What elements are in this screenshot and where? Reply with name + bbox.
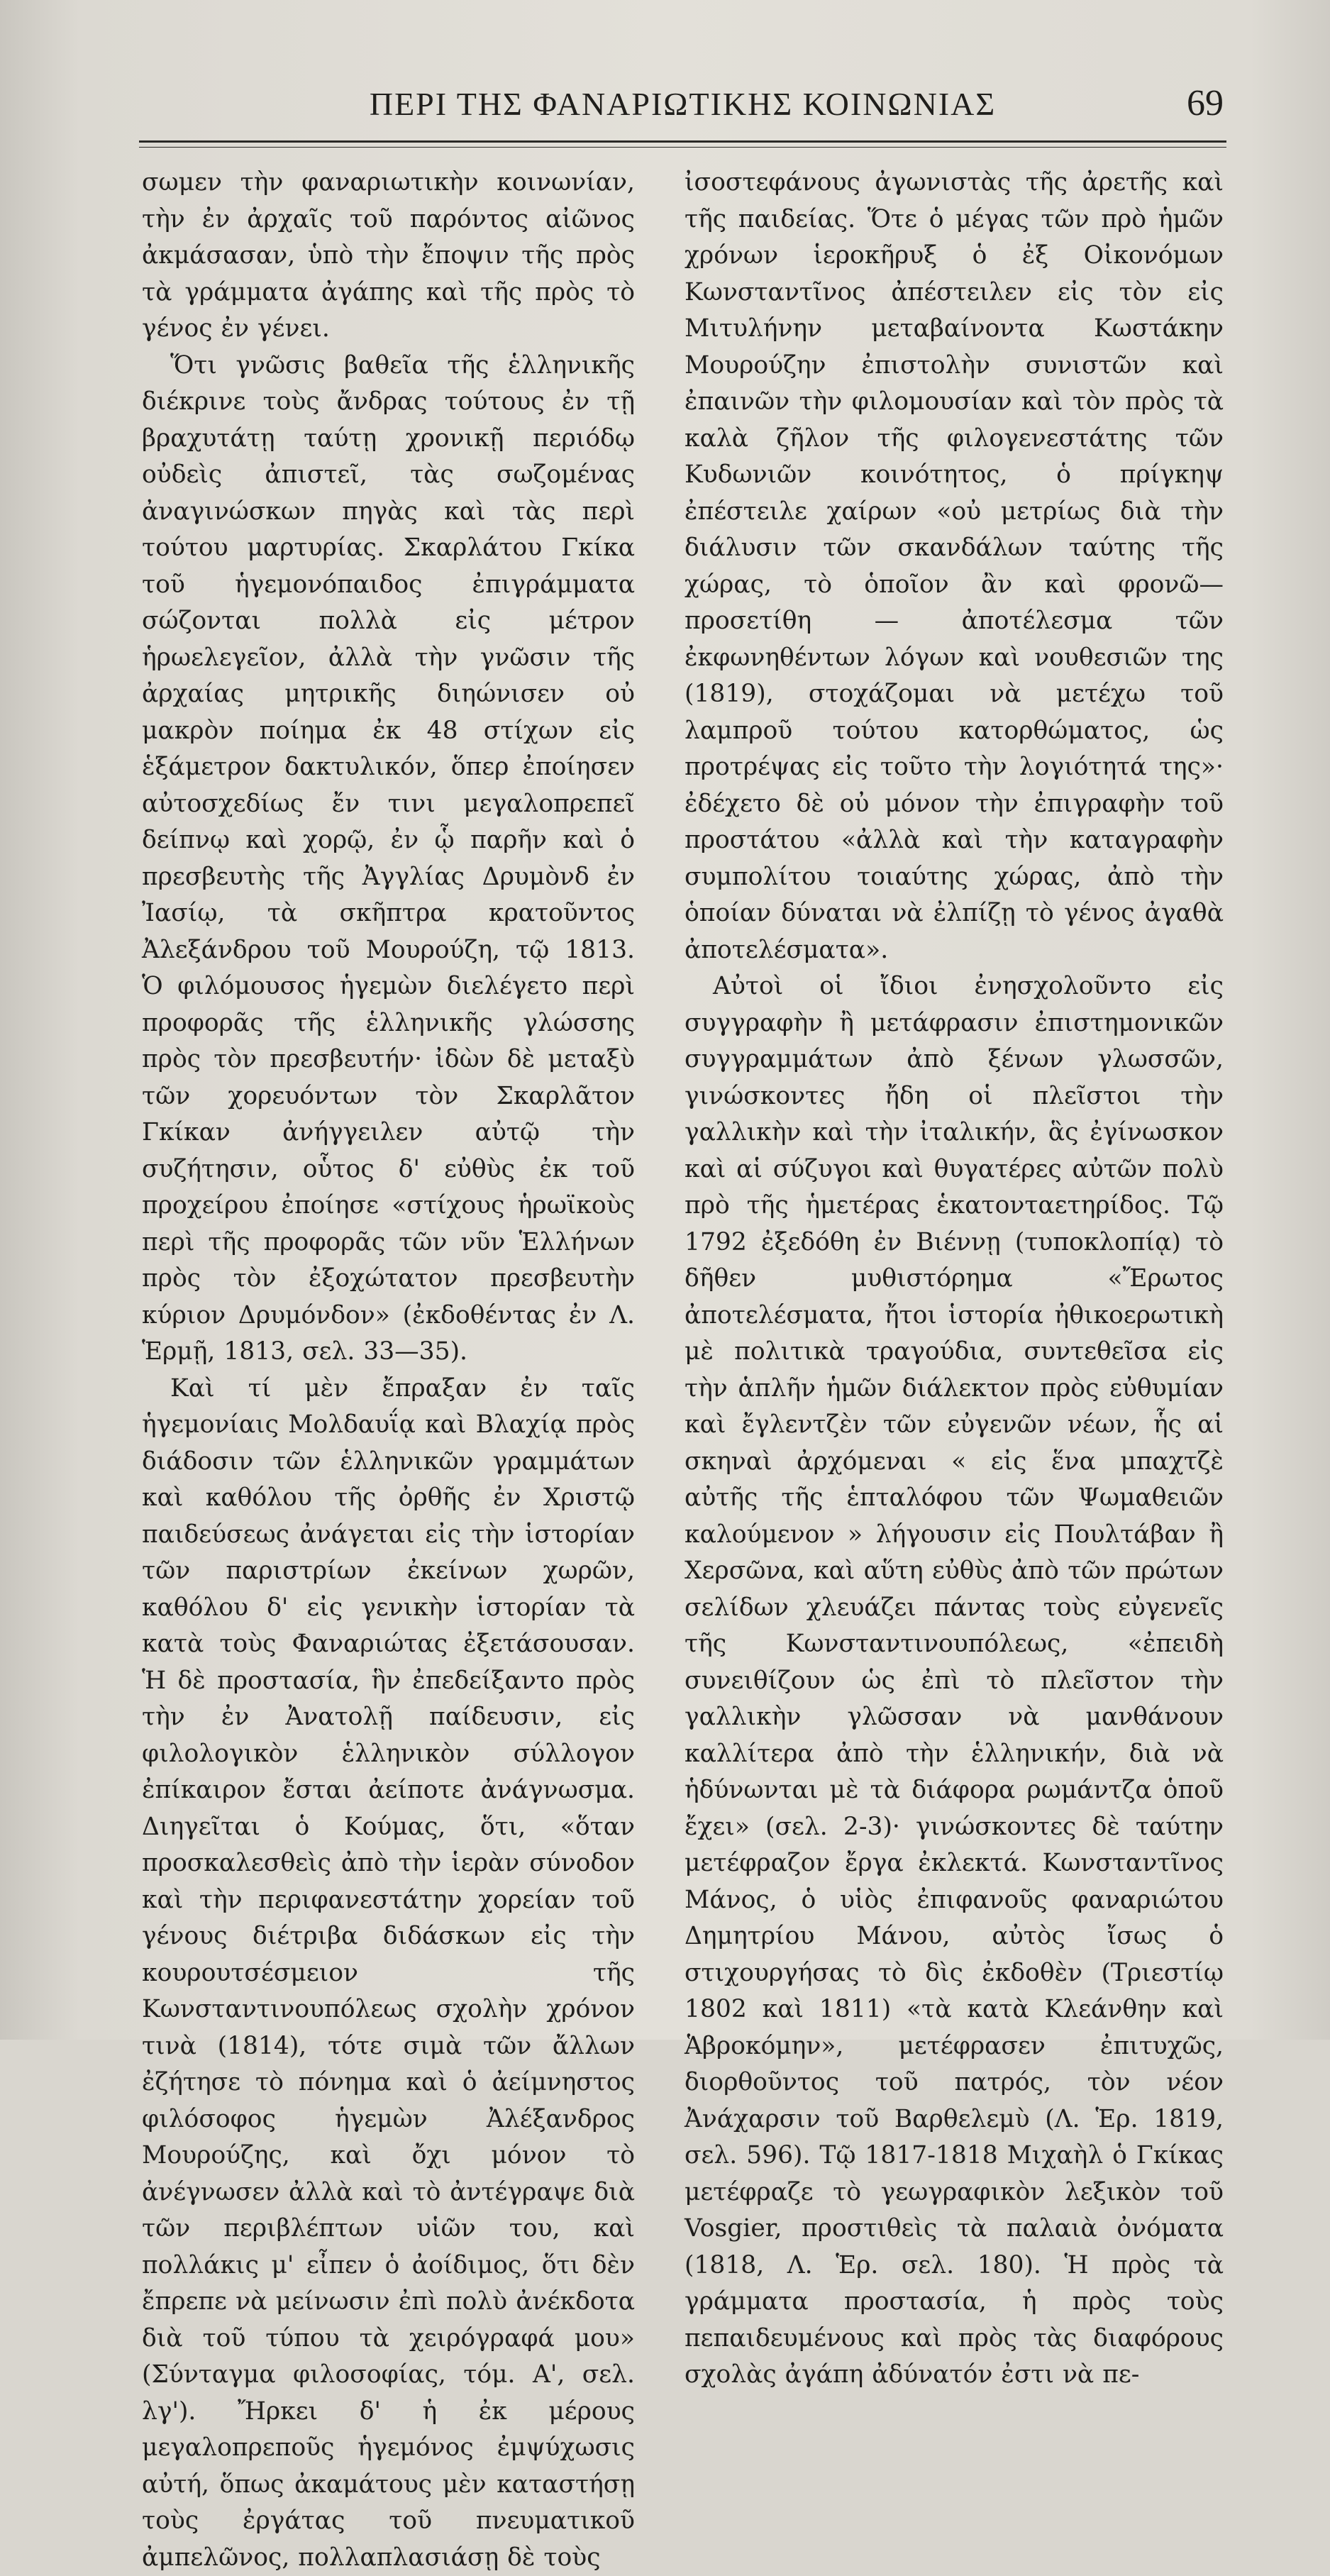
page-number: 69 (1187, 82, 1224, 124)
paragraph: σωμεν τὴν φαναριωτικὴν κοινωνίαν, τὴν ἐν ἀρχαῖς τοῦ παρόντος αἰῶνος ἀκμάσασαν, ὑπὸ τὴν ἔποψιν τῆς πρὸς τὰ γράμματα ἀγάπης καὶ τῆς πρὸς τὸ γένος ἐν γένει. (142, 165, 635, 348)
header-rule (139, 140, 1226, 148)
paragraph: ἰσοστεφάνους ἀγωνιστὰς τῆς ἀρετῆς καὶ τῆς παιδείας. Ὅτε ὁ μέγας τῶν πρὸ ἡμῶν χρόνων ἱεροκῆρυξ ὁ ἐξ Οἰκονόμων Κωνσταντῖνος ἀπέστειλεν εἰς τὸν εἰς Μιτυλήνην μεταβαίνοντα Κωστάκην Μουρούζην ἐπιστολὴν συνιστῶν καὶ ἐπαινῶν τὴν φιλομουσίαν καὶ τὸν πρὸς τὰ καλὰ ζῆλον τῆς φιλογενεστάτης τῶν Κυδωνιῶν κοινότητος, ὁ πρίγκηψ ἐπέστειλε χαίρων «οὐ μετρίως διὰ τὴν διάλυσιν τῶν σκανδάλων ταύτης τῆς χώρας, τὸ ὁποῖον ἂν καὶ φρονῶ—προσετίθη — ἀποτέλεσμα τῶν ἐκφωνηθέντων λόγων καὶ νουθεσιῶν της (1819), στοχάζομαι νὰ μετέχω τοῦ λαμπροῦ τούτου κατορθώματος, ὡς προτρέψας εἰς τοῦτο τὴν λογιότητά της»· ἐδέχετο δὲ οὐ μόνον τὴν ἐπιγραφὴν τοῦ προστάτου «ἀλλὰ καὶ τὴν καταγραφὴν συμπολίτου τοιαύτης χώρας, ἀπὸ τὴν ὁποίαν δύναται νὰ ἐλπίζῃ τὸ γένος ἀγαθὰ ἀποτελέσματα». (685, 165, 1224, 968)
text-columns (142, 165, 1224, 2011)
paragraph: Ὅτι γνῶσις βαθεῖα τῆς ἑλληνικῆς διέκρινε τοὺς ἄνδρας τούτους ἐν τῇ βραχυτάτῃ ταύτῃ χρονικῇ περιόδῳ οὐδεὶς ἀπιστεῖ, τὰς σωζομένας ἀναγινώσκων πηγὰς καὶ τὰς περὶ τούτου μαρτυρίας. Σκαρλάτου Γκίκα τοῦ ἡγεμονόπαιδος ἐπιγράμματα σώζονται πολλὰ εἰς μέτρον ἡρωελεγεῖον, ἀλλὰ τὴν γνῶσιν τῆς ἀρχαίας μητρικῆς διηώνισεν οὐ μακρὸν ποίημα ἐκ 48 στίχων εἰς ἑξάμετρον δακτυλικόν, ὅπερ ἐποίησεν αὐτοσχεδίως ἔν τινι μεγαλοπρεπεῖ δείπνῳ καὶ χορῷ, ἐν ᾧ παρῆν καὶ ὁ πρεσβευτὴς τῆς Ἀγγλίας Δρυμὸνδ ἐν Ἰασίῳ, τὰ σκῆπτρα κρατοῦντος Ἀλεξάνδρου τοῦ Μουρούζη, τῷ 1813. Ὁ φιλόμουσος ἡγεμὼν διελέγετο περὶ προφορᾶς τῆς ἑλληνικῆς γλώσσης πρὸς τὸν πρεσβευτήν· ἰδὼν δὲ μεταξὺ τῶν χορευόντων τὸν Σκαρλᾶτον Γκίκαν ἀνήγγειλεν αὐτῷ τὴν συζήτησιν, οὗτος δ' εὐθὺς ἐκ τοῦ προχείρου ἐποίησε «στίχους ἡρωϊκοὺς περὶ τῆς προφορᾶς τῶν νῦν Ἑλλήνων πρὸς τὸν ἐξοχώτατον πρεσβευτὴν κύριον Δρυμόνδον» (ἐκδοθέντας ἐν Λ. Ἑρμῇ, 1813, σελ. 33—35). (142, 348, 635, 1371)
paragraph: Καὶ τί μὲν ἔπραξαν ἐν ταῖς ἡγεμονίαις Μολδαυΐᾳ καὶ Βλαχίᾳ πρὸς διάδοσιν τῶν ἑλληνικῶν γραμμάτων καὶ καθόλου τῆς ὀρθῆς ἐν Χριστῷ παιδεύσεως ἀνάγεται εἰς τὴν ἱστορίαν τῶν παριστρίων ἐκείνων χωρῶν, καθόλου δ' εἰς γενικὴν ἱστορίαν τὰ κατὰ τοὺς Φαναριώτας ἐξετάσουσαν. Ἡ δὲ προστασία, ἣν ἐπεδείξαντο πρὸς τὴν ἐν Ἀνατολῇ παίδευσιν, εἰς φιλολογικὸν ἑλληνικὸν σύλλογον ἐπίκαιρον ἔσται ἀείποτε ἀνάγνωσμα. Διηγεῖται ὁ Κούμας, ὅτι, «ὅταν προσκαλεσθεὶς ἀπὸ τὴν ἱερὰν σύνοδον καὶ τὴν περιφανεστάτην χορείαν τοῦ γένους διέτριβα διδάσκων εἰς τὴν κουρουτσέσμειον τῆς Κωνσταντινουπόλεως σχολὴν χρόνον τινὰ (1814), τότε σιμὰ τῶν ἄλλων ἐζήτησε τὸ πόνημα καὶ ὁ ἀείμνηστος φιλόσοφος ἡγεμὼν Ἀλέξανδρος Μουρούζης, καὶ ὄχι μόνον τὸ ἀνέγνωσεν ἀλλὰ καὶ τὸ ἀντέγραψε διὰ τῶν περιβλέπτων υἱῶν του, καὶ πολλάκις μ' εἶπεν ὁ ἀοίδιμος, ὅτι δὲν ἔπρεπε νὰ μείνωσιν ἐπὶ πολὺ ἀνέκδοτα διὰ τοῦ τύπου τὰ χειρόγραφά μου» (Σύνταγμα φιλοσοφίας, τόμ. Α', σελ. λγ'). Ἤρκει δ' ἡ ἐκ μέρους μεγαλοπρεποῦς ἡγεμόνος ἐμψύχωσις αὐτή, ὅπως ἀκαμάτους μὲν καταστήσῃ τοὺς ἐργάτας τοῦ πνευματικοῦ ἀμπελῶνος, πολλαπλασιάσῃ δὲ τοὺς (142, 1371, 635, 2576)
running-title: ΠΕΡΙ ΤΗΣ ΦΑΝΑΡΙΩΤΙΚΗΣ ΚΟΙΝΩΝΙΑΣ (142, 85, 1224, 123)
running-header (142, 78, 1224, 142)
left-column (142, 165, 635, 2576)
paragraph: Αὐτοὶ οἱ ἴδιοι ἐνησχολοῦντο εἰς συγγραφὴν ἢ μετάφρασιν ἐπιστημονικῶν συγγραμμάτων ἀπὸ ξένων γλωσσῶν, γινώσκοντες ἤδη οἱ πλεῖστοι τὴν γαλλικὴν καὶ τὴν ἰταλικήν, ἃς ἐγίνωσκον καὶ αἱ σύζυγοι καὶ θυγατέρες αὐτῶν πολὺ πρὸ τῆς ἡμετέρας ἑκατονταετηρίδος. Τῷ 1792 ἐξεδόθη ἐν Βιέννῃ (τυποκλοπίᾳ) τὸ δῆθεν μυθιστόρημα «Ἔρωτος ἀποτελέσματα, ἤτοι ἱστορία ἠθικοερωτικὴ μὲ πολιτικὰ τραγούδια, συντεθεῖσα εἰς τὴν ἁπλῆν ἡμῶν διάλεκτον πρὸς εὐθυμίαν καὶ ἔγλεντζὲν τῶν εὐγενῶν νέων, ἧς αἱ σκηναὶ ἀρχόμεναι « εἰς ἕνα μπαχτζὲ αὐτῆς τῆς ἑπταλόφου τῶν Ψωμαθειῶν καλούμενον » λήγουσιν εἰς Πουλτάβαν ἢ Χερσῶνα, καὶ αὕτη εὐθὺς ἀπὸ τῶν πρώτων σελίδων χλευάζει πάντας τοὺς εὐγενεῖς τῆς Κωνσταντινουπόλεως, «ἐπειδὴ συνειθίζουν ὡς ἐπὶ τὸ πλεῖστον τὴν γαλλικὴν γλῶσσαν νὰ μανθάνουν καλλίτερα ἀπὸ τὴν ἑλληνικήν, διὰ νὰ ἡδύνωνται μὲ τὰ διάφορα ρωμάντζα ὁποῦ ἔχει» (σελ. 2-3)· γινώσκοντες δὲ ταύτην μετέφραζον ἔργα ἐκλεκτά. Κωνσταντῖνος Μάνος, ὁ υἱὸς ἐπιφανοῦς φαναριώτου Δημητρίου Μάνου, αὐτὸς ἴσως ὁ στιχουργήσας τὸ δὶς ἐκδοθὲν (Τριεστίῳ 1802 καὶ 1811) «τὰ κατὰ Κλεάνθην καὶ Ἁβροκόμην», μετέφρασεν ἐπιτυχῶς, διορθοῦντος τοῦ πατρός, τὸν νέον Ἀνάχαρσιν τοῦ Βαρθελεμὺ (Λ. Ἑρ. 1819, σελ. 596). Τῷ 1817-1818 Μιχαὴλ ὁ Γκίκας μετέφραζε τὸ γεωγραφικὸν λεξικὸν τοῦ Vosgier, προστιθεὶς τὰ παλαιὰ ὀνόματα (1818, Λ. Ἑρ. σελ. 180). Ἡ πρὸς τὰ γράμματα προστασία, ἡ πρὸς τοὺς πεπαιδευμένους καὶ πρὸς τὰς διαφόρους σχολὰς ἀγάπη ἀδύνατόν ἐστι νὰ πε- (685, 968, 1224, 2394)
right-column (685, 165, 1224, 2394)
